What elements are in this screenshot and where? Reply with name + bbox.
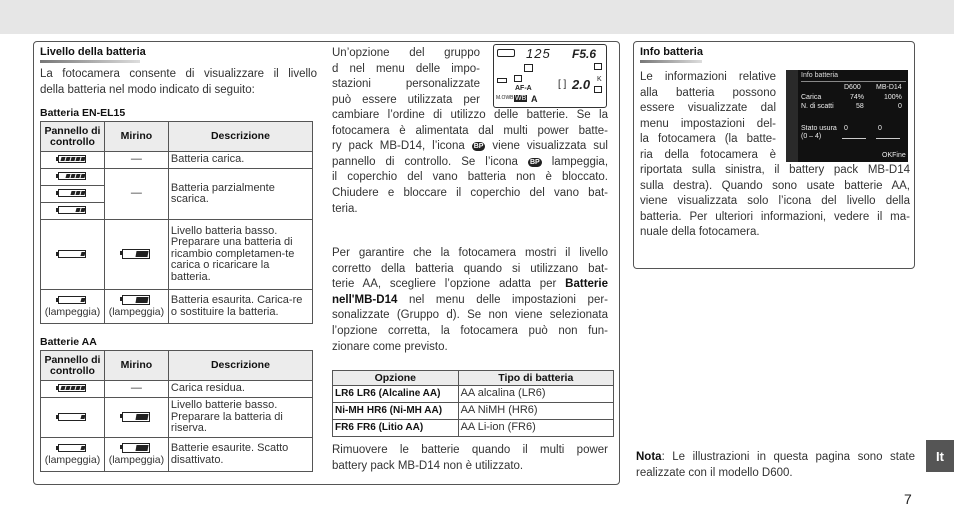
battery-2-icon: [58, 206, 86, 214]
table-row: FR6 FR6 (Litio AA) AA Li-ion (FR6): [333, 420, 614, 437]
mb-d14-paragraph: cambiare l’ordine di utilizzo delle batterie. Se la fotocamera è alimentata dal multi power batte- ry pack MB-D14, l’icona BP viene visualizzata sul pannello di controllo. Se l’icona BP lampeggia, il coperchio del vano batteria non è bloccato. Chiudere e bloccare il coperchio del vano bat- teria.: [332, 109, 609, 215]
table-row: (lampeggia) (lampeggia) Batteria esaurita. Carica-re o sostituire la batteria.: [41, 290, 313, 324]
bp-badge-icon: BP: [529, 158, 540, 166]
viewfinder-battery-low-icon: [122, 249, 150, 259]
battery-low-icon: [58, 250, 86, 258]
battery-info-screen: Info batteria D600 MB-D14 Carica 74% 100% N. di scatti 58 0 Stato usura 0 0 (0 – 4) OKFine: [786, 70, 908, 162]
language-tab: It: [926, 440, 954, 472]
remove-batteries-paragraph: Rimuovere le batterie quando il multi power battery pack MB-D14 non è utilizzato.: [332, 444, 608, 472]
table-row: — Batteria parzialmente scarica.: [41, 169, 313, 186]
bp-badge-icon: BP: [473, 143, 484, 151]
card-icon: [594, 63, 602, 70]
table-row: LR6 LR6 (Alcaline AA) AA alcalina (LR6): [333, 386, 614, 403]
header-control-panel: Pannello di controllo: [41, 351, 105, 381]
table-row: — Batteria carica.: [41, 152, 313, 169]
battery-pack-icon: [497, 49, 515, 57]
header-battery-type: Tipo di batteria: [458, 371, 613, 386]
battery-level-title: Livello della batteria: [40, 46, 146, 58]
metering-icon: [524, 64, 533, 72]
viewfinder-battery-empty-icon: [122, 443, 150, 453]
wear-scale-1: [842, 134, 866, 139]
aa-table: [40, 350, 313, 472]
header-description: Descrizione: [168, 351, 312, 381]
header-control-panel: Pannello di controllo: [41, 122, 105, 152]
header-option: Opzione: [333, 371, 459, 386]
battery-intro: La fotocamera consente di visualizzare il livello della batteria nel modo indicato di seguito:: [40, 68, 317, 96]
header-description: Descrizione: [168, 122, 312, 152]
small-battery-icon: [497, 78, 507, 83]
table-row: (lampeggia) (lampeggia) Batterie esaurite. Scatto disattivato.: [41, 438, 313, 472]
viewfinder-battery-low-icon: [122, 412, 150, 422]
page-number: 7: [904, 491, 912, 507]
table-row: Ni-MH HR6 (Ni-MH AA) AA NiMH (HR6): [333, 403, 614, 420]
info-paragraph: riportata sulla sinistra, il battery pack MB-D14 sulla destra). Quando sono usate batterie AA, viene visualizzata solo l’icona del livello della batteria. Per ulteriori informazioni, vedere il ma- nuale della fotocamera.: [640, 164, 910, 239]
title-underline: [40, 60, 140, 63]
bracket-icon: [514, 75, 522, 82]
table-row: Livello batterie basso. Preparare la batteria di riserva.: [41, 398, 313, 438]
battery-options-table: [332, 370, 614, 437]
title-underline: [640, 60, 702, 63]
mb-d14-paragraph-top: Un’opzione del gruppo d nel menu delle impo- stazioni personalizzate può essere utilizzata per: [332, 47, 480, 106]
viewfinder-battery-empty-icon: [122, 295, 150, 305]
info-title: Info batteria: [640, 46, 703, 58]
card-icon-2: [594, 86, 602, 93]
wear-scale-2: [876, 134, 900, 139]
battery-empty-icon: [58, 444, 86, 452]
nimh-battery-icon: Ni-MH: [335, 405, 364, 417]
divider: [801, 81, 906, 82]
aa-title: Batterie AA: [40, 336, 97, 348]
menu-sidebar: [786, 70, 798, 162]
battery-4-icon: [58, 172, 86, 180]
battery-empty-icon: [58, 296, 86, 304]
battery-full-icon: [58, 155, 86, 163]
en-el15-table: [40, 121, 313, 324]
note-paragraph: Nota: Le illustrazioni in questa pagina sono state realizzate con il modello D600.: [636, 451, 915, 479]
header-viewfinder: Mirino: [104, 122, 168, 152]
battery-3-icon: [58, 189, 86, 197]
control-panel-lcd-illustration: 125 F5.6 [ ] 2.0 K AF-A M.OWB WB A: [493, 44, 607, 108]
aa-selection-paragraph: Per garantire che la fotocamera mostri il livello corretto della batteria quando si utilizzano bat- terie AA, scegliere l’opzione adatta per Batterie nell'MB-D14 nel menu delle impostazioni per- sonalizzate (Gruppo d). Se non viene selezionata l’opzione corretta, la fotocamera può non fun- zionare come previsto.: [332, 247, 608, 353]
header-viewfinder: Mirino: [104, 351, 168, 381]
battery-low-icon: [58, 413, 86, 421]
lr6-battery-icon: LR6: [335, 388, 354, 400]
en-el15-title: Batteria EN-EL15: [40, 107, 126, 119]
info-paragraph-top: Le informazioni relative alla batteria possono essere visualizzate dal menu impostazioni del- la fotocamera (la batte- ria della fotocamera è: [640, 71, 776, 161]
table-row: — Carica residua.: [41, 381, 313, 398]
top-banner: [0, 0, 954, 34]
fr6-battery-icon: FR6: [335, 422, 354, 434]
table-row: Livello batteria basso. Preparare una batteria di ricambio completamen-te carica o ricaricare la batteria.: [41, 220, 313, 290]
battery-full-icon: [58, 384, 86, 392]
